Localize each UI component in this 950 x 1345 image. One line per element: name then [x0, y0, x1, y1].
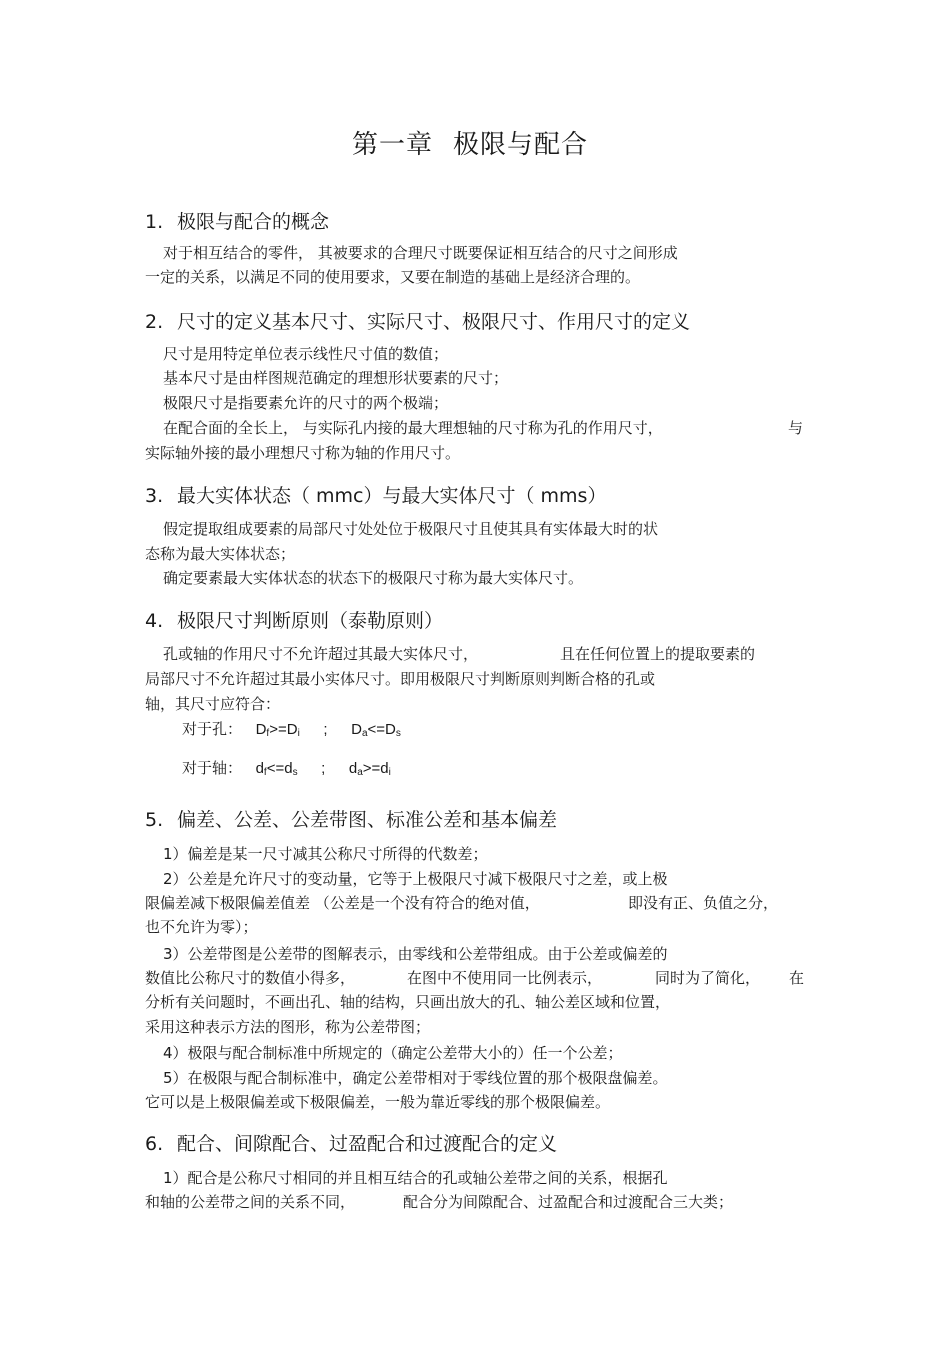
paragraph-line: 实际轴外接的最小理想尺寸称为轴的作用尺寸。 — [145, 444, 461, 462]
formula-term: $D_f>=D_i$ — [255, 721, 300, 739]
paragraph-line: 局部尺寸不允许超过其最小实体尺寸。即用极限尺寸判断原则判断合格的孔或 — [145, 670, 656, 688]
paragraph-line: 分析有关问题时，不画出孔、轴的结构，只画出放大的孔、轴公差区域和位置， — [145, 993, 671, 1011]
paragraph-line: 对于相互结合的零件， 其被要求的合理尺寸既要保证相互结合的尺寸之间形成 — [163, 244, 678, 262]
paragraph-line: 4）极限与配合制标准中所规定的（确定公差带大小的）任一个公差； — [163, 1044, 623, 1062]
paragraph-line: 极限尺寸是指要素允许的尺寸的两个极端； — [163, 394, 449, 412]
paragraph-line: 它可以是上极限偏差或下极限偏差，一般为靠近零线的那个极限偏差。 — [145, 1093, 611, 1111]
paragraph-fragment: 同时为了简化， — [655, 969, 761, 987]
paragraph-line: 也不允许为零）； — [145, 918, 258, 936]
paragraph-line: 孔或轴的作用尺寸不允许超过其最大实体尺寸， — [163, 645, 479, 663]
section-heading-1: 1. 极限与配合的概念 — [145, 211, 330, 233]
paragraph-fragment: 与 — [788, 419, 804, 437]
paragraph-line: 2）公差是允许尺寸的变动量，它等于上极限尺寸减下极限尺寸之差，或上极 — [163, 870, 668, 888]
paragraph-line: 尺寸是用特定单位表示线性尺寸值的数值； — [163, 345, 449, 363]
chapter-name: 极限与配合 — [453, 130, 589, 160]
section-heading-6: 6. 配合、间隙配合、过盈配合和过渡配合的定义 — [145, 1133, 558, 1155]
paragraph-line: 5）在极限与配合制标准中，确定公差带相对于零线位置的那个极限盘偏差。 — [163, 1069, 668, 1087]
section-heading-2: 2. 尺寸的定义基本尺寸、实际尺寸、极限尺寸、作用尺寸的定义 — [145, 311, 691, 333]
chapter-number: 第一章 — [351, 130, 433, 160]
formula-hole: 对于孔： $D_f>=D_i$ ; $D_a<=D_s$ — [182, 720, 401, 739]
chapter-title — [0, 124, 940, 161]
paragraph-line: 基本尺寸是由样图规范确定的理想形状要素的尺寸； — [163, 369, 509, 387]
paragraph-line: 和轴的公差带之间的关系不同， — [145, 1193, 356, 1211]
section-heading-4: 4. 极限尺寸判断原则（泰勒原则） — [145, 610, 444, 632]
paragraph-line: 假定提取组成要素的局部尺寸处处位于极限尺寸且使其具有实体最大时的状 — [163, 520, 659, 538]
paragraph-line: 在配合面的全长上， 与实际孔内接的最大理想轴的尺寸称为孔的作用尺寸， — [163, 419, 663, 437]
paragraph-fragment: 且在任何位置上的提取要素的 — [560, 645, 756, 663]
paragraph-line: 态称为最大实体状态； — [145, 545, 296, 563]
paragraph-line: 一定的关系，以满足不同的使用要求，又要在制造的基础上是经济合理的。 — [145, 268, 641, 286]
paragraph-line: 数值比公称尺寸的数值小得多， — [145, 969, 356, 987]
paragraph-line: 限偏差减下极限偏差值差 （公差是一个没有符合的绝对值， — [145, 894, 540, 912]
formula-term: $d_f<=d_s$ — [255, 760, 298, 778]
formula-term: $D_a<=D_s$ — [351, 721, 401, 739]
section-heading-5: 5. 偏差、公差、公差带图、标准公差和基本偏差 — [145, 809, 558, 831]
formula-shaft: 对于轴： $d_f<=d_s$ ; $d_a>=d_i$ — [182, 759, 391, 778]
paragraph-fragment: 在 — [789, 969, 805, 987]
paragraph-fragment: 在图中不使用同一比例表示， — [407, 969, 603, 987]
paragraph-line: 轴，其尺寸应符合： — [145, 695, 281, 713]
paragraph-fragment: 配合分为间隙配合、过盈配合和过渡配合三大类； — [403, 1193, 734, 1211]
paragraph-line: 确定要素最大实体状态的状态下的极限尺寸称为最大实体尺寸。 — [163, 569, 584, 587]
formula-term: $d_a>=d_i$ — [348, 760, 391, 778]
paragraph-line: 3）公差带图是公差带的图解表示，由零线和公差带组成。由于公差或偏差的 — [163, 945, 668, 963]
section-heading-3: 3. 最大实体状态（ mmc）与最大实体尺寸（ mms） — [145, 485, 607, 507]
paragraph-line: 1）配合是公称尺寸相同的并且相互结合的孔或轴公差带之间的关系，根据孔 — [163, 1169, 668, 1187]
paragraph-fragment: 即没有正、负值之分， — [628, 894, 779, 912]
paragraph-line: 采用这种表示方法的图形，称为公差带图； — [145, 1018, 431, 1036]
paragraph-line: 1）偏差是某一尺寸减其公称尺寸所得的代数差； — [163, 845, 488, 863]
